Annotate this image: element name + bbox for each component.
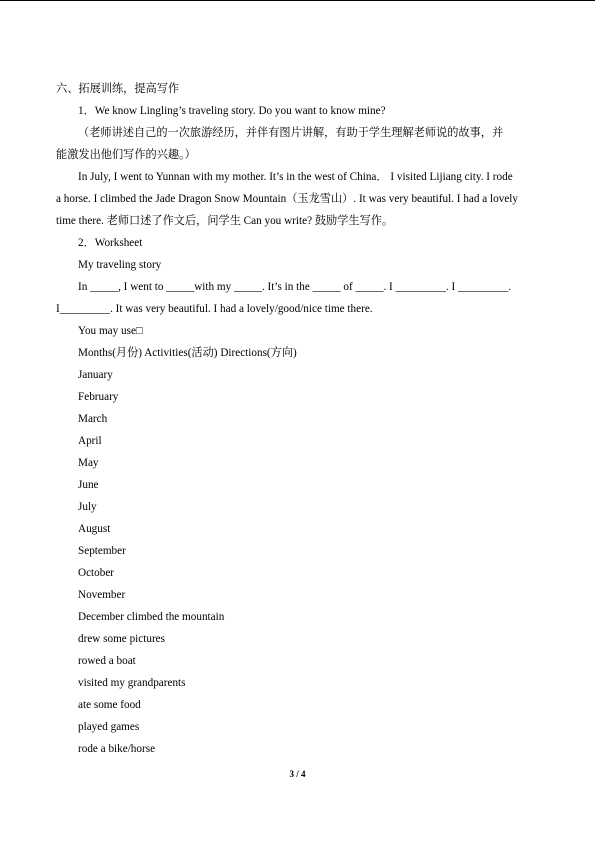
word-list-item: rode a bike/horse [78,743,156,755]
word-list-item: January [78,369,113,381]
word-list-item: April [78,435,102,447]
worksheet-blank-line2: I_________. It was very beautiful. I had a lovely/good/nice time there. [56,303,373,315]
word-list-item: September [78,545,126,557]
item1-heading: 1．We know Lingling’s traveling story. Do you want to know mine? [78,105,386,117]
word-list-item: May [78,457,99,469]
item1-note-line1: （老师讲述自己的一次旅游经历，并伴有图片讲解，有助于学生理解老师说的故事，并 [78,127,504,139]
item1-note-line2: 能激发出他们写作的兴趣。） [56,149,196,161]
word-list-item: visited my grandparents [78,677,186,689]
word-list-item: played games [78,721,140,733]
word-list-item: February [78,391,119,403]
word-list-item: November [78,589,126,601]
page-number: 3 / 4 [289,769,306,779]
worksheet-title: My traveling story [78,259,162,271]
you-may-use-label: You may use□ [78,325,143,337]
word-list-item: August [78,523,111,535]
word-list-item: drew some pictures [78,633,165,645]
categories-line: Months(月份) Activities(活动) Directions(方向) [78,347,297,359]
word-list-item: March [78,413,108,425]
word-list-item: ate some food [78,699,141,711]
worksheet-blank-line1: In _____, I went to _____with my _____. It’s in the _____ of _____. I _________. I _________. [78,281,512,293]
story-line3: time there. 老师口述了作文后，问学生 Can you write? 鼓励学生写作。 [56,215,394,227]
story-line2: a horse. I climbed the Jade Dragon Snow Mountain（玉龙雪山）. It was very beautiful. I had a lovely [56,193,518,205]
word-list-item: rowed a boat [78,655,136,667]
word-list-item: October [78,567,115,579]
section-title: 六、拓展训练，提高写作 [56,83,180,95]
item2-heading: 2．Worksheet [78,237,143,249]
word-list-item: December climbed the mountain [78,611,225,623]
word-list-item: June [78,479,99,491]
word-list-item: July [78,501,97,513]
story-line1: In July, I went to Yunnan with my mother. It’s in the west of China． I visited Lijiang city. I rode [78,171,513,183]
top-rule [0,0,595,1]
